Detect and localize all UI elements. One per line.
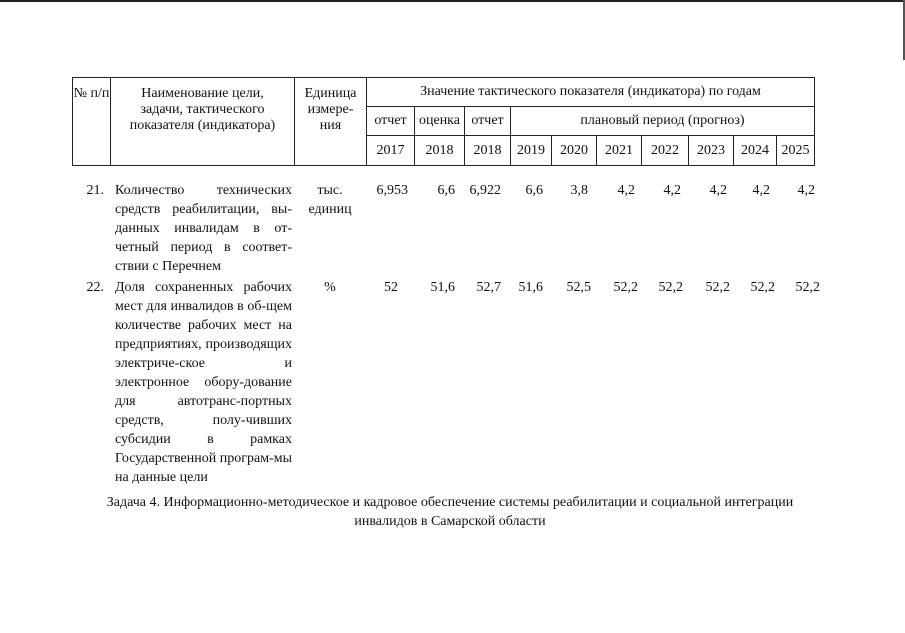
header-year: 2017 [367,136,415,166]
header-year: 2022 [642,136,689,166]
value-cell: 6,6 [437,183,455,198]
value-cell: 52,7 [476,280,501,295]
row-number: 21. [86,183,104,198]
value-cell: 4,2 [663,183,681,198]
task-caption: Задача 4. Информационно-методическое и кадровое обеспечение системы реабилитации и социальной интеграции инвалидов в Самарской области [106,495,794,529]
value-cell: 6,6 [525,183,543,198]
header-col-name: Наименование цели, задачи, тактического показателя (индикатора) [111,78,295,166]
table-header [72,77,815,166]
header-year: 2025 [777,136,815,166]
header-sub-otchet-1: отчет [367,107,415,136]
header-year: 2021 [597,136,642,166]
value-cell: 4,2 [752,183,770,198]
value-cell: 4,2 [797,183,815,198]
header-year: 2020 [552,136,597,166]
indicator-name: Количество технических средств реабилитации, вы-данных инвалидам в от-четный период в соответ-ствии с Перечнем [115,183,292,274]
header-col-values: Значение тактического показателя (индикатора) по годам [367,78,815,107]
value-cell: 6,953 [376,183,408,198]
value-cell: 52,2 [795,280,820,295]
indicator-name: Доля сохраненных рабочих мест для инвалидов в об-щем количестве рабочих мест на предприятиях, производящих электриче-ское и электронное обору-дование для автотранс-портных средств, полу-чивших субсидии в рамках Государственной програм-мы на данные цели [115,280,292,485]
value-cell: 52,5 [566,280,591,295]
header-year: 2024 [734,136,777,166]
header-col-unit: Единица измере-ния [295,78,367,166]
unit-cell: тыс. единиц [308,183,352,217]
scan-border-top [0,0,905,2]
header-year: 2023 [689,136,734,166]
header-col-num: № п/п [73,78,111,166]
value-cell: 4,2 [709,183,727,198]
header-sub-plan: плановый период (прогноз) [511,107,815,136]
value-cell: 52 [384,280,398,295]
value-cell: 6,922 [469,183,501,198]
header-year: 2018 [415,136,465,166]
row-number: 22. [86,280,104,295]
value-cell: 4,2 [617,183,635,198]
header-year: 2019 [511,136,552,166]
value-cell: 52,2 [658,280,683,295]
header-sub-otsenka: оценка [415,107,465,136]
value-cell: 51,6 [518,280,543,295]
header-sub-otchet-2: отчет [465,107,511,136]
value-cell: 52,2 [750,280,775,295]
value-cell: 52,2 [705,280,730,295]
value-cell: 3,8 [570,183,588,198]
unit-cell: % [324,280,336,295]
value-cell: 51,6 [430,280,455,295]
header-year: 2018 [465,136,511,166]
value-cell: 52,2 [613,280,638,295]
